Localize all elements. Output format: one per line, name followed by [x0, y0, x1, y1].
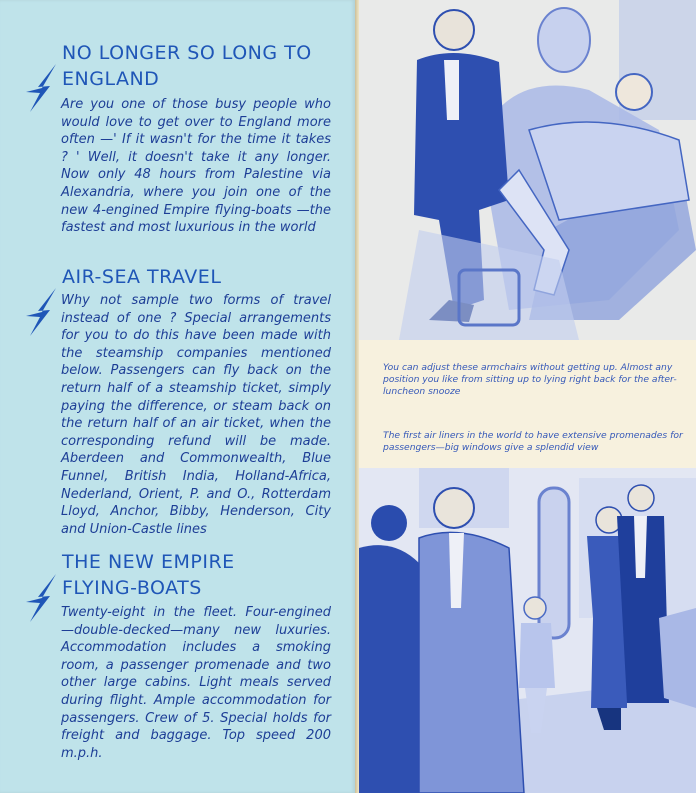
- promenade-illustration: [359, 468, 696, 793]
- section-body-flying-boats: Twenty-eight in the fleet. Four-engined —double-decked—many new luxuries. Accommodation includes a smoking room, a passenger promenade and two other large cabins. Light meals served during flight. Ample accommodation for passengers. Crew of 5. Special holds for freight and baggage. Top speed 200 m.p.h.: [61, 605, 331, 761]
- section-body-england: Are you one of those busy people who would love to get over to England more often —' If it wasn't for the time it takes ? ' Well, it doesn't take it any longer. Now only 48 hours from Palestine via Alexandria, where you join one of the new 4-engined Empire flying-boats —the fastest and most luxurious in the world: [61, 97, 331, 236]
- speedbird-logo-icon: [20, 62, 60, 114]
- speedbird-logo-icon: [20, 572, 60, 624]
- cabin-armchairs-illustration: [359, 0, 696, 350]
- section-body-air-sea: Why not sample two forms of travel instead of one ? Special arrangements for you to do this have been made with the steamship companies mentioned below. Passengers can fly back on the return half of a steamship ticket, simply paying the difference, or steam back on the return half of an air ticket, when the corresponding refund will be made. Aberdeen and Commonwealth, Blue Funnel, British India, Holland-Africa, Nederland, Orient, P. and O., Rotterdam Lloyd, Anchor, Bibby, Henderson, City and Union-Castle lines: [61, 293, 331, 537]
- caption-promenade: The first air liners in the world to have extensive promenades for passengers—big windows give a splendid view: [383, 430, 683, 454]
- speedbird-logo-icon: [20, 286, 60, 338]
- section-heading-flying-boats: THE NEW EMPIRE FLYING-BOATS: [62, 551, 235, 599]
- section-heading-air-sea: AIR-SEA TRAVEL: [62, 266, 222, 288]
- caption-armchairs: You can adjust these armchairs without getting up. Almost any position you like from sitting up to lying right back for the after-luncheon snooze: [383, 362, 677, 398]
- section-heading-england: NO LONGER SO LONG TO ENGLAND: [62, 42, 312, 90]
